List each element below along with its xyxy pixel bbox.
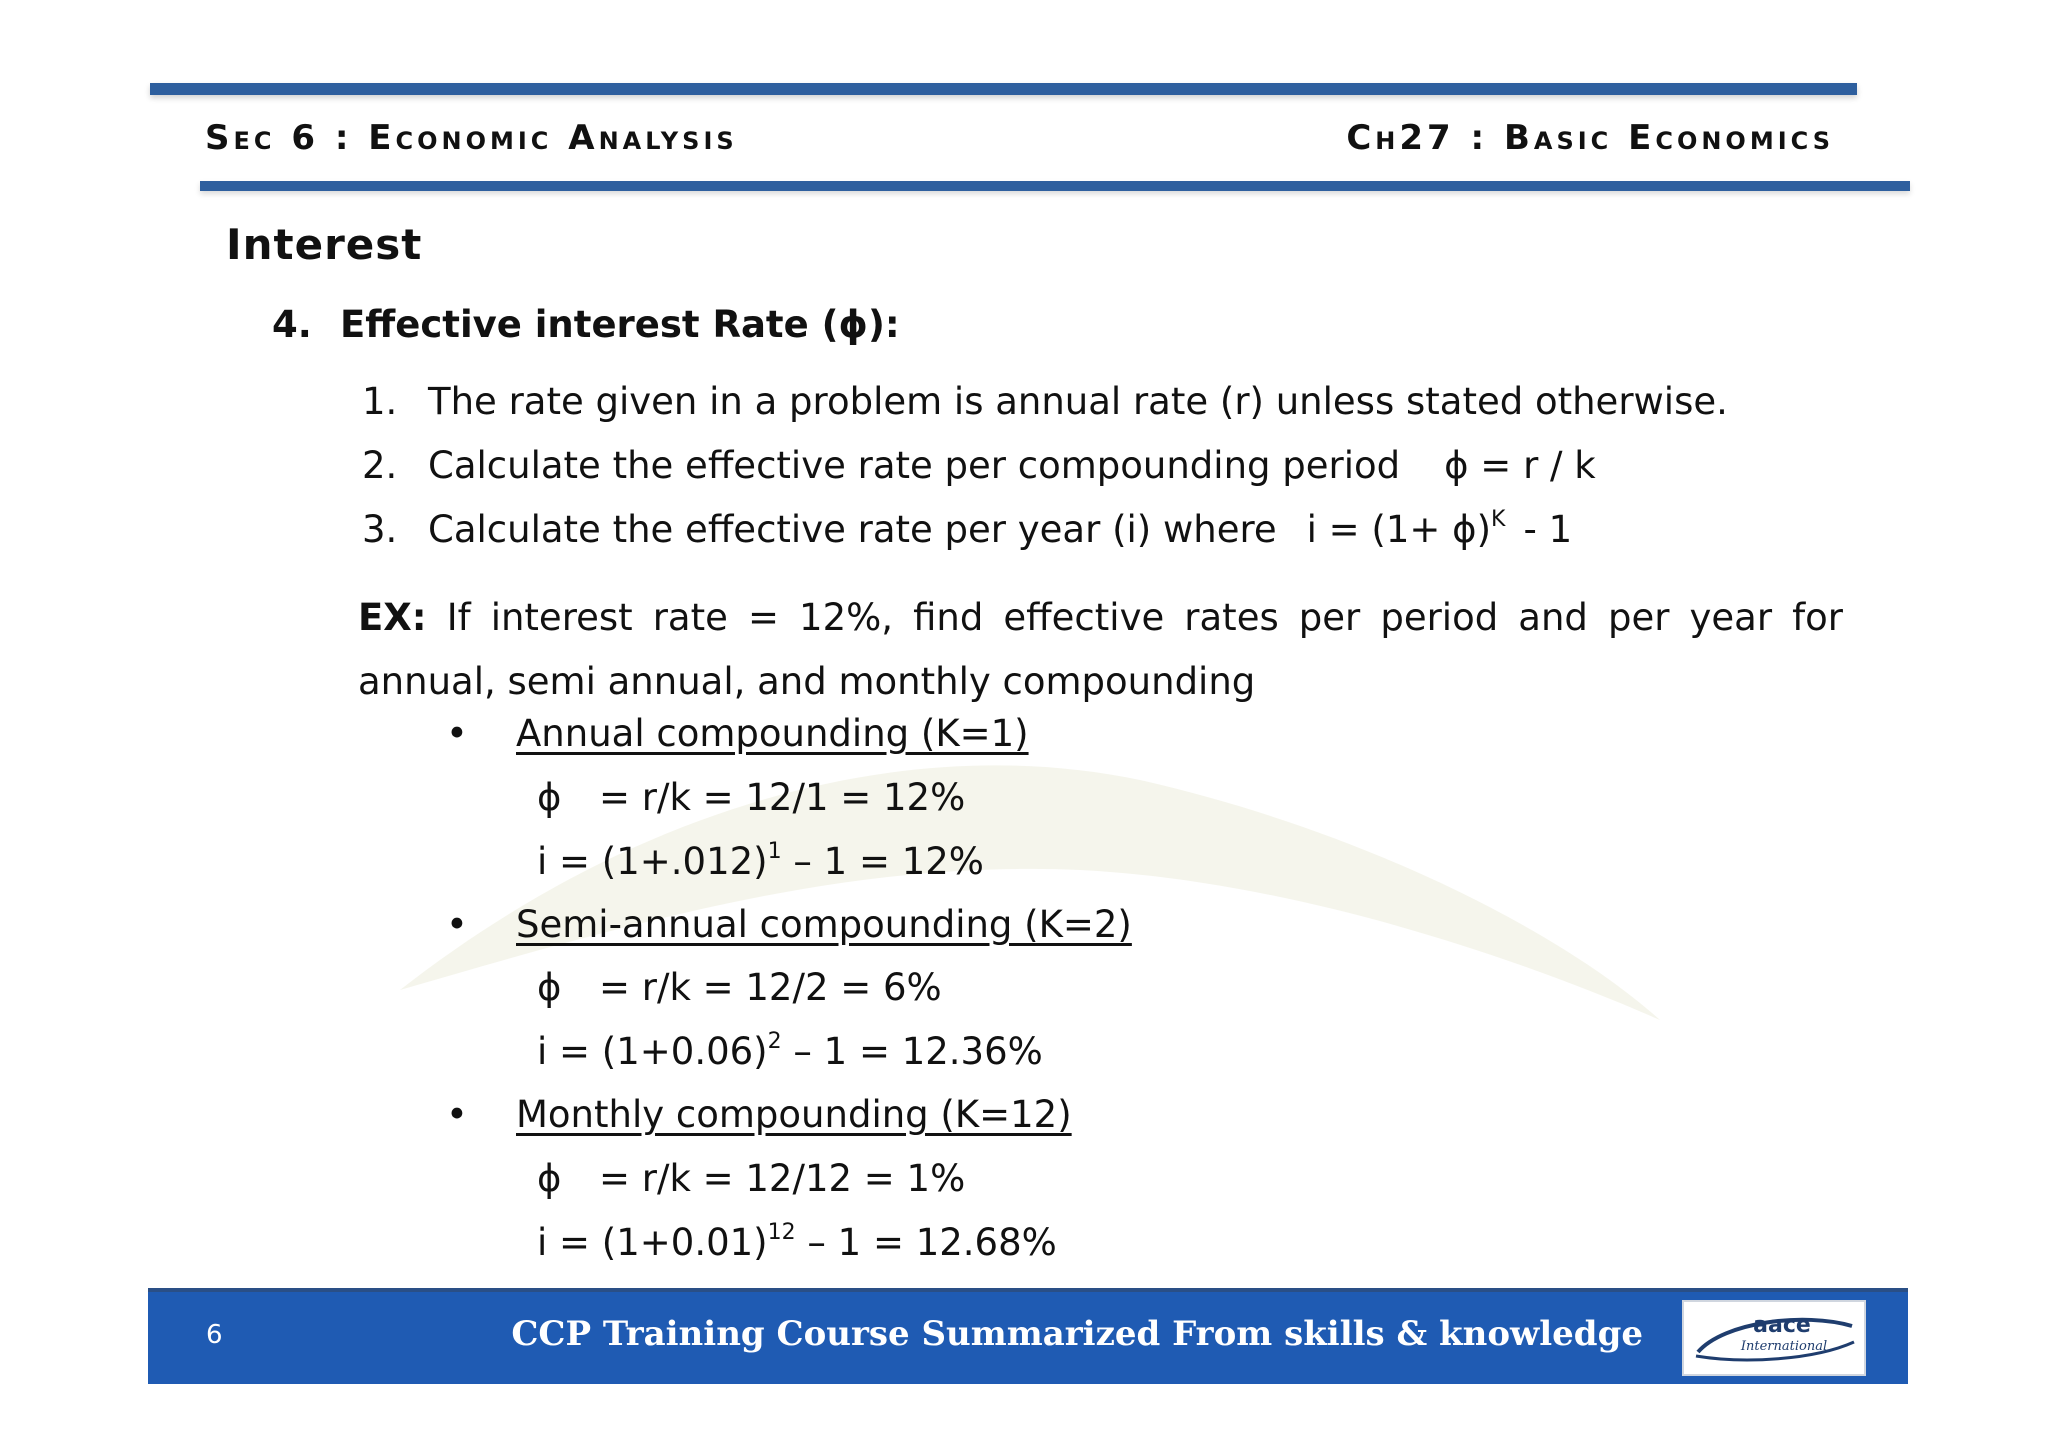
- page-number: 6: [206, 1320, 223, 1350]
- step-formula-exponent: K: [1491, 507, 1506, 532]
- bullet-icon: •: [446, 1093, 468, 1136]
- chapter-title: Ch27 : Basic Economics: [1346, 118, 1834, 158]
- example-label: EX:: [358, 596, 427, 639]
- step-formula: ϕ = r / k: [1444, 444, 1596, 487]
- header-bottom-rule: [200, 181, 1910, 191]
- i-equation-tail: – 1 = 12.68%: [807, 1221, 1057, 1264]
- subheading: [272, 303, 900, 346]
- i-equation-exponent: 12: [767, 1220, 796, 1245]
- header-top-bar: [150, 83, 1857, 95]
- step-1: [362, 380, 1728, 423]
- i-equation-exponent: 1: [767, 839, 782, 864]
- example-text: If interest rate = 12%, find effective rates per period and per year for annual, semi annual, and monthly compounding: [358, 596, 1843, 703]
- i-equation-base: i = (1+0.06): [537, 1030, 768, 1073]
- i-equation-base: i = (1+.012): [537, 840, 768, 883]
- subheading-number: 4.: [272, 303, 312, 346]
- case-monthly: [446, 1093, 1072, 1136]
- phi-symbol: ϕ: [537, 776, 562, 819]
- aace-logo: [1682, 1300, 1866, 1376]
- i-equation-base: i = (1+0.01): [537, 1221, 768, 1264]
- case-annual: [446, 712, 1029, 755]
- i-calculation: [537, 1030, 1043, 1073]
- logo-subtext: International: [1740, 1339, 1828, 1354]
- step-2: [362, 444, 1596, 487]
- case-label: Monthly compounding (K=12): [516, 1093, 1072, 1136]
- i-equation-tail: – 1 = 12%: [793, 840, 984, 883]
- section-title: Sec 6 : Economic Analysis: [205, 118, 738, 158]
- page-title: Interest: [226, 220, 423, 269]
- step-3: [362, 508, 1572, 551]
- aace-logo-icon: [1684, 1302, 1864, 1374]
- phi-equation: = r/k = 12/2 = 6%: [599, 966, 942, 1009]
- step-formula-tail: - 1: [1523, 508, 1573, 551]
- logo-text: aace: [1753, 1313, 1811, 1338]
- phi-symbol: ϕ: [537, 1157, 562, 1200]
- case-label: Semi-annual compounding (K=2): [516, 903, 1132, 946]
- i-equation-tail: – 1 = 12.36%: [793, 1030, 1043, 1073]
- phi-calculation: [537, 966, 942, 1009]
- footer-bar: [148, 1288, 1908, 1384]
- step-number: 2.: [362, 444, 398, 487]
- phi-equation: = r/k = 12/12 = 1%: [599, 1157, 966, 1200]
- i-calculation: [537, 1221, 1057, 1264]
- phi-calculation: [537, 1157, 965, 1200]
- step-number: 1.: [362, 380, 398, 423]
- step-number: 3.: [362, 508, 398, 551]
- example-paragraph: [358, 586, 1843, 714]
- footer-caption: CCP Training Course Summarized From skills & knowledge: [511, 1314, 1643, 1354]
- step-text: The rate given in a problem is annual rate (r) unless stated otherwise.: [428, 380, 1728, 423]
- i-equation-exponent: 2: [767, 1029, 782, 1054]
- step-formula-base: i = (1+ ϕ): [1306, 508, 1492, 551]
- phi-equation: = r/k = 12/1 = 12%: [599, 776, 966, 819]
- case-semi-annual: [446, 903, 1132, 946]
- phi-symbol: ϕ: [537, 966, 562, 1009]
- step-text: Calculate the effective rate per year (i) where: [428, 508, 1277, 551]
- bullet-icon: •: [446, 712, 468, 755]
- i-calculation: [537, 840, 984, 883]
- bullet-icon: •: [446, 903, 468, 946]
- step-text: Calculate the effective rate per compounding period: [428, 444, 1401, 487]
- subheading-text: Effective interest Rate (ϕ):: [340, 303, 900, 346]
- case-label: Annual compounding (K=1): [516, 712, 1029, 755]
- phi-calculation: [537, 776, 965, 819]
